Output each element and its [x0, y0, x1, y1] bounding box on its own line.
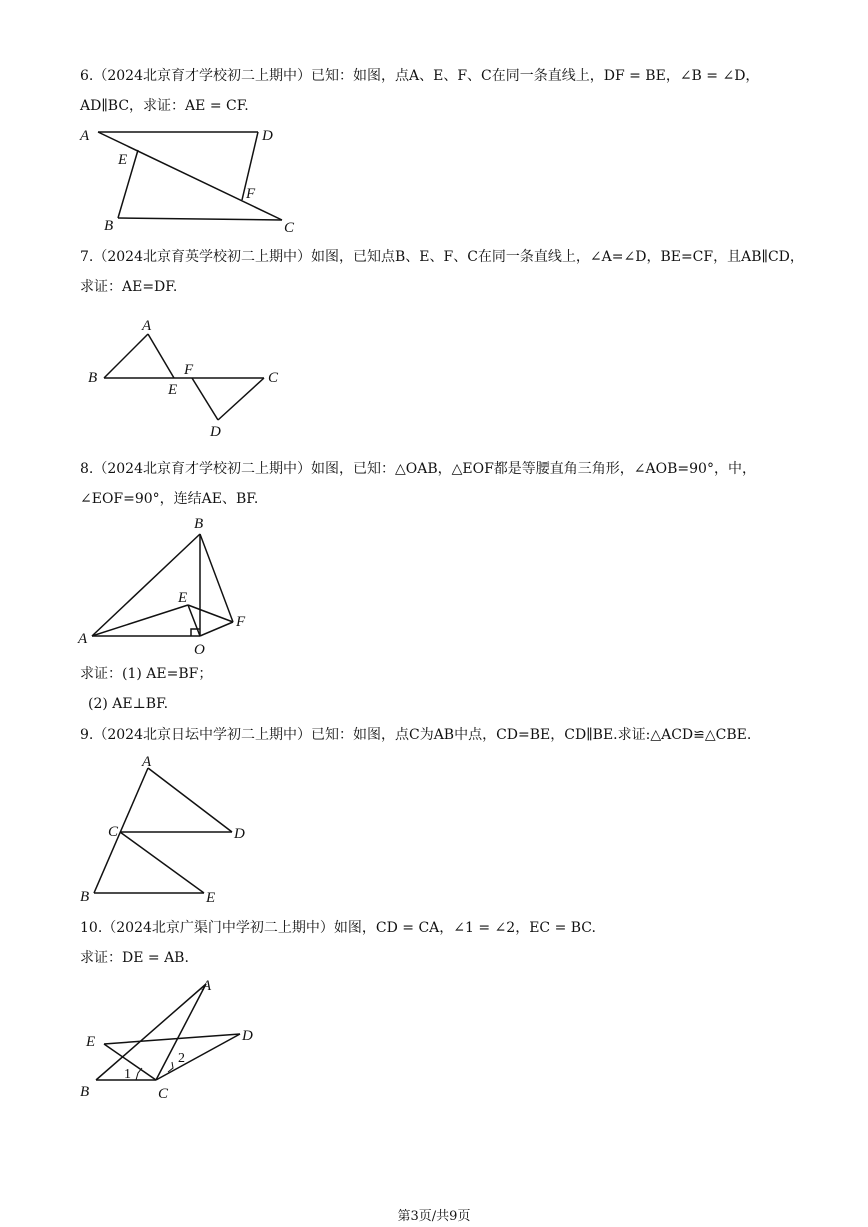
label-F: F [246, 186, 256, 202]
label-B: B [80, 1084, 90, 1100]
label-D: D [262, 128, 273, 144]
problem-7-line-2: 求证：AE=DF. [80, 279, 178, 295]
label-C: C [284, 220, 295, 236]
label-B: B [194, 516, 204, 532]
label-F: F [184, 362, 194, 378]
label-B: B [80, 889, 90, 905]
label-E: E [86, 1034, 96, 1050]
label-D: D [234, 826, 245, 842]
label-A: A [80, 128, 90, 144]
label-C: C [108, 824, 119, 840]
label-O: O [194, 642, 205, 658]
problem-8-line-3: 求证：(1) AE=BF； [80, 666, 213, 682]
problem-8-line-4: (2) AE⊥BF. [88, 696, 169, 712]
label-B: B [88, 370, 98, 386]
label-A: A [142, 754, 152, 770]
label-E: E [118, 152, 128, 168]
label-E: E [206, 890, 216, 906]
label-C: C [158, 1086, 169, 1102]
page-number: 第3页/共9页 [397, 1209, 471, 1224]
problem-6-figure [70, 122, 310, 237]
problem-10-line-2: 求证：DE = AB. [80, 950, 189, 966]
label-E: E [178, 590, 188, 606]
problem-9-figure [70, 750, 270, 905]
label-B: B [104, 218, 114, 234]
problem-10-line-1: 10.（2024北京广渠门中学初二上期中）如图，CD = CA，∠1 = ∠2，EC = BC. [80, 920, 596, 936]
label-F: F [236, 614, 246, 630]
label-C: C [268, 370, 279, 386]
label-A: A [202, 978, 212, 994]
problem-7-line-1: 7.（2024北京育英学校初二上期中）如图，已知点B、E、F、C在同一条直线上，∠A=∠D，BE=CF，且AB∥CD， [80, 249, 804, 265]
label-A: A [142, 318, 152, 334]
label-D: D [242, 1028, 253, 1044]
problem-7-figure [70, 312, 300, 442]
problem-6-line-2: AD∥BC，求证：AE = CF. [80, 98, 249, 114]
label-D: D [210, 424, 221, 440]
label-E: E [168, 382, 178, 398]
problem-8-line-1: 8.（2024北京育才学校初二上期中）如图，已知：△OAB，△EOF都是等腰直角三角形，∠AOB=90°，中， [80, 461, 756, 477]
problem-9-line-1: 9.（2024北京日坛中学初二上期中）已知：如图，点C为AB中点，CD=BE，CD∥BE.求证:△ACD≌△CBE. [80, 727, 752, 743]
angle-2-label: 2 [178, 1051, 185, 1066]
problem-10-figure [70, 970, 280, 1105]
problem-8-figure [70, 512, 270, 662]
problem-6-line-1: 6.（2024北京育才学校初二上期中）已知：如图，点A、E、F、C在同一条直线上，DF = BE，∠B = ∠D， [80, 68, 760, 84]
label-A: A [78, 631, 88, 647]
angle-1-label: 1 [124, 1067, 131, 1082]
problem-8-line-2: ∠EOF=90°，连结AE、BF. [80, 491, 259, 507]
